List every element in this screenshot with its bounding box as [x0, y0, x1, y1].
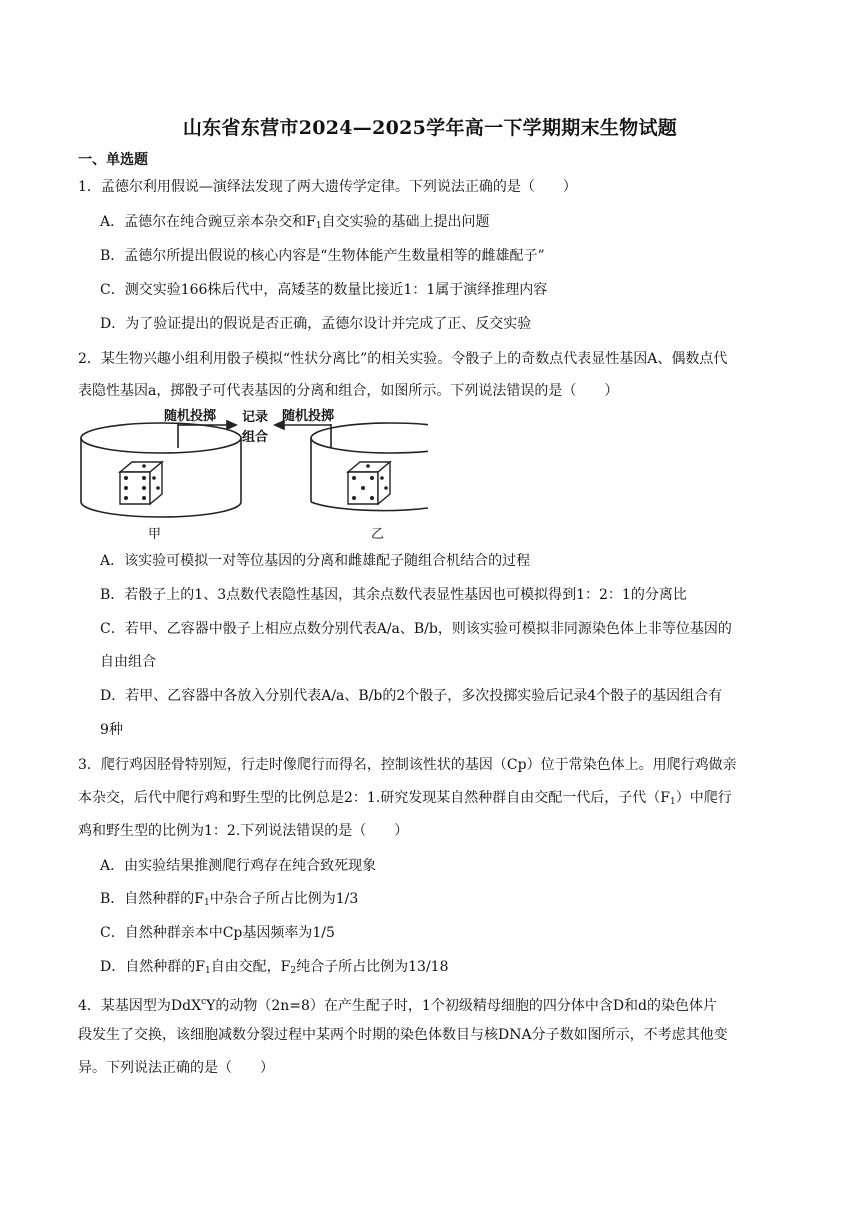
- q3-option-d: D．自然种群的$F_1$自由交配，$F_2$纯合子所占比例为13/18: [100, 959, 449, 976]
- container-yi-label: 乙: [371, 527, 385, 542]
- q4-stem-line3: 异。下列说法正确的是（ ）: [78, 1060, 274, 1076]
- q2-option-a: A．该实验可模拟一对等位基因的分离和雌雄配子随组合机结合的过程: [100, 553, 531, 569]
- left-arrow-label: 随机投掷: [164, 409, 217, 424]
- q3-option-a: A．由实验结果推测爬行鸡存在纯合致死现象: [100, 858, 377, 874]
- q2-option-c-line2: 自由组合: [100, 654, 156, 670]
- section-heading: 一、单选题: [78, 152, 148, 168]
- q3-option-b: B．自然种群的$F_1$中杂合子所占比例为1/3: [100, 891, 359, 908]
- q2-option-b: B．若骰子上的1、3点数代表隐性基因，其余点数代表显性基因也可模拟得到1：2：1的分离比: [100, 587, 687, 603]
- dice-figure: [78, 408, 428, 548]
- dice-experiment-diagram: [78, 408, 428, 548]
- q2-option-d-line1: D．若甲、乙容器中各放入分别代表A/a、B/b的2个骰子，多次投掷实验后记录4个骰子的基因组合有: [100, 688, 723, 704]
- q1-option-c: C．测交实验166株后代中，高矮茎的数量比接近1：1属于演绎推理内容: [100, 282, 548, 298]
- q2-stem-line1: 2．某生物兴趣小组利用骰子模拟“性状分离比”的相关实验。令骰子上的奇数点代表显性基因A、偶数点代: [78, 351, 728, 367]
- q2-stem-line2: 表隐性基因a，掷骰子可代表基因的分离和组合，如图所示。下列说法错误的是（ ）: [78, 383, 619, 399]
- center-label-combine: 组合: [242, 430, 269, 445]
- q4-stem-line2: 段发生了交换，该细胞减数分裂过程中某两个时期的染色体数目与核DNA分子数如图所示，不考虑其他变: [78, 1027, 728, 1043]
- q3-stem-line2: 本杂交，后代中爬行鸡和野生型的比例总是2：1.研究发现某自然种群自由交配一代后，子代$(F_1)$中爬行: [78, 790, 732, 807]
- right-arrow-label: 随机投掷: [282, 409, 335, 424]
- q2-option-d-line2: 9种: [100, 722, 123, 738]
- q1-option-b: B．孟德尔所提出假说的核心内容是“生物体能产生数量相等的雌雄配子”: [100, 248, 545, 264]
- q2-option-c-line1: C．若甲、乙容器中骰子上相应点数分别代表A/a、B/b，则该实验可模拟非同源染色体上非等位基因的: [100, 621, 732, 637]
- container-jia-label: 甲: [148, 527, 162, 542]
- q1-stem: 1．孟德尔利用假说—演绎法发现了两大遗传学定律。下列说法正确的是（ ）: [78, 179, 577, 195]
- page-title: 山东省东营市2024—2025学年高一下学期期末生物试题: [182, 117, 678, 139]
- q3-option-c: C．自然种群亲本中Cp基因频率为1/5: [100, 925, 335, 941]
- q4-stem-line1: 4．某基因型为DdX$^c$Y的动物（2n=8）在产生配子时，1个初级精母细胞的四分体中含D和d的染色体片: [78, 997, 718, 1014]
- q1-option-a: A．孟德尔在纯合豌豆亲本杂交和$F_1$自交实验的基础上提出问题: [100, 214, 490, 231]
- q3-stem-line1: 3．爬行鸡因胫骨特别短，行走时像爬行而得名，控制该性状的基因（Cp）位于常染色体上。用爬行鸡做亲: [78, 757, 737, 773]
- q1-option-d: D．为了验证提出的假说是否正确，孟德尔设计并完成了正、反交实验: [100, 316, 532, 332]
- center-label-record: 记录: [242, 410, 269, 425]
- q3-stem-line3: 鸡和野生型的比例为1：2.下列说法错误的是（ ）: [78, 823, 409, 839]
